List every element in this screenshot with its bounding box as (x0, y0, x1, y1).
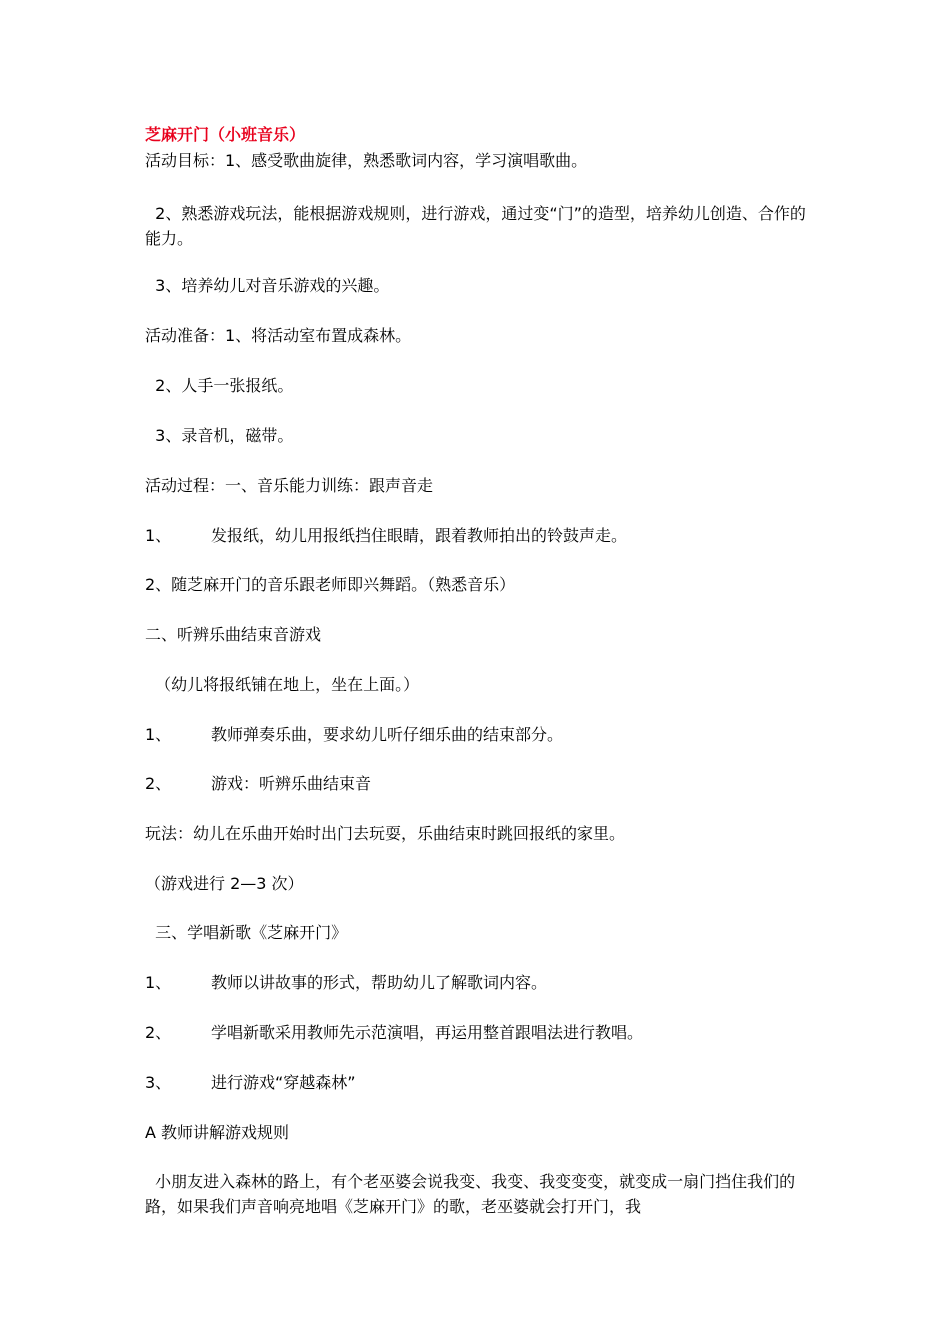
goal-1: 活动目标：1、感受歌曲旋律，熟悉歌词内容，学习演唱歌曲。 (145, 151, 588, 170)
step-3-3 (145, 1070, 356, 1095)
step-2-1 (145, 722, 563, 747)
step-2-2-number: 2、 (145, 774, 172, 793)
play-rule: 玩法：幼儿在乐曲开始时出门去玩耍，乐曲结束时跳回报纸的家里。 (145, 824, 626, 843)
prep-3: 3、录音机，磁带。 (145, 426, 294, 445)
prep-1: 活动准备：1、将活动室布置成森林。 (145, 326, 412, 345)
step-3-1 (145, 970, 547, 995)
rule-a-heading: A 教师讲解游戏规则 (145, 1123, 290, 1142)
step-2-1-text: 教师弹奏乐曲，要求幼儿听仔细乐曲的结束部分。 (211, 725, 564, 744)
step-1-1-text: 发报纸，幼儿用报纸挡住眼睛，跟着教师拍出的铃鼓声走。 (211, 526, 628, 545)
goal-2: 2、熟悉游戏玩法，能根据游戏规则，进行游戏，通过变“门”的造型，培养幼儿创造、合作的能力。 (145, 204, 806, 248)
step-3-2 (145, 1020, 643, 1045)
step-1-1 (145, 523, 627, 548)
section-3-heading: 三、学唱新歌《芝麻开门》 (145, 923, 348, 942)
step-3-3-text: 进行游戏“穿越森林” (211, 1073, 356, 1092)
step-2-2-text: 游戏：听辨乐曲结束音 (211, 774, 372, 793)
process-heading: 活动过程：一、音乐能力训练：跟声音走 (145, 476, 434, 495)
step-3-2-number: 2、 (145, 1023, 172, 1042)
step-1-1-number: 1、 (145, 526, 172, 545)
story-paragraph: 小朋友进入森林的路上，有个老巫婆会说我变、我变、我变变变，就变成一扇门挡住我们的路，如果我们声音响亮地唱《芝麻开门》的歌，老巫婆就会打开门，我 (145, 1172, 796, 1216)
step-1-2: 2、随芝麻开门的音乐跟老师即兴舞蹈。（熟悉音乐） (145, 575, 516, 594)
step-3-1-text: 教师以讲故事的形式，帮助幼儿了解歌词内容。 (211, 973, 548, 992)
section-2-heading: 二、听辨乐曲结束音游戏 (145, 625, 322, 644)
step-3-1-number: 1、 (145, 973, 172, 992)
step-3-2-text: 学唱新歌采用教师先示范演唱，再运用整首跟唱法进行教唱。 (211, 1023, 644, 1042)
play-times: （游戏进行 2—3 次） (145, 874, 304, 893)
prep-2: 2、人手一张报纸。 (145, 376, 294, 395)
step-3-3-number: 3、 (145, 1073, 172, 1092)
section-2-note: （幼儿将报纸铺在地上，坐在上面。） (145, 675, 420, 694)
document-title: 芝麻开门（小班音乐） (145, 125, 306, 144)
step-2-1-number: 1、 (145, 725, 172, 744)
goal-3: 3、培养幼儿对音乐游戏的兴趣。 (145, 276, 390, 295)
step-2-2 (145, 771, 371, 796)
